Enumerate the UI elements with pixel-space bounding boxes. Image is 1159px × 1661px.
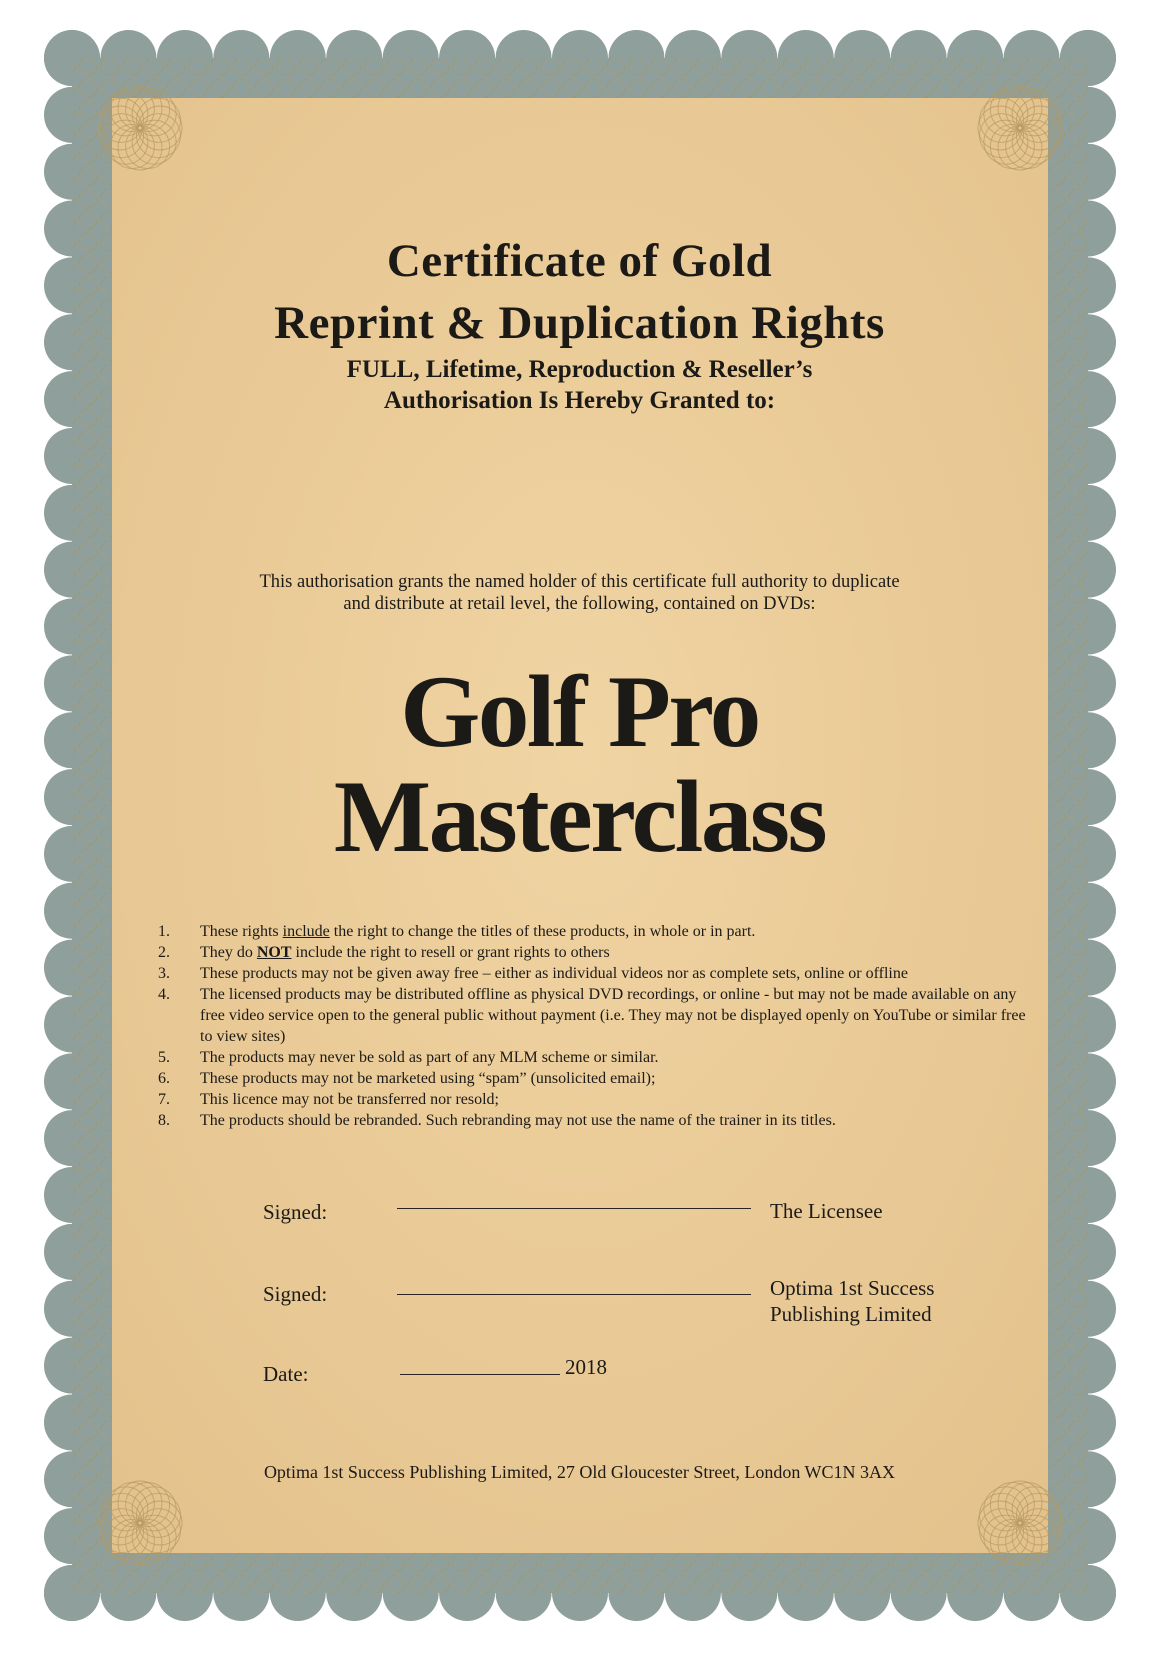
licensee-label: The Licensee (770, 1199, 883, 1223)
certificate-title-line2: Reprint & Duplication Rights (274, 297, 885, 349)
date-line[interactable] (400, 1374, 560, 1375)
term-text: The products may never be sold as part of any MLM scheme or similar. (200, 1049, 659, 1066)
term-item (158, 1110, 1028, 1131)
term-item (158, 1047, 1028, 1068)
term-emphasis: NOT (256, 944, 292, 961)
term-item (158, 963, 1028, 984)
certificate-subtitle-line1: FULL, Lifetime, Reproduction & Reseller’s (346, 356, 813, 383)
intro-line1: This authorisation grants the named holder of this certificate full authority to duplicate (259, 572, 900, 592)
term-item (158, 1089, 1028, 1110)
term-number: 4. (158, 986, 170, 1003)
publisher-signature-line[interactable] (397, 1294, 751, 1295)
publisher-label-line2: Publishing Limited (770, 1302, 932, 1326)
intro-text (0, 571, 1159, 615)
term-text: The licensed products may be distributed offline as physical DVD recordings, or online - but may not be made available on any free video service open to the general public without payment (i.e. They may not be displayed openly on YouTube or similar free to view sites) (200, 986, 1026, 1045)
certificate-title-line1: Certificate of Gold (386, 235, 773, 287)
signed-label-publisher: Signed: (263, 1282, 328, 1306)
term-number: 3. (158, 965, 170, 982)
footer-address: Optima 1st Success Publishing Limited, 27 Old Gloucester Street, London WC1N 3AX (263, 1462, 896, 1482)
term-number: 8. (158, 1112, 170, 1129)
certificate-subtitle-line2: Authorisation Is Hereby Granted to: (383, 387, 776, 414)
term-text: The products should be rebranded. Such rebranding may not use the name of the trainer in its titles. (200, 1112, 836, 1129)
term-text: These products may not be marketed using “spam” (unsolicited email); (200, 1070, 656, 1087)
publisher-label-line1: Optima 1st Success (770, 1276, 935, 1300)
term-number: 2. (158, 944, 170, 961)
product-name-line2: Masterclass (333, 760, 826, 874)
term-number: 1. (158, 923, 170, 940)
term-item (158, 921, 1028, 942)
term-item (158, 942, 1028, 963)
term-text: This licence may not be transferred nor resold; (200, 1091, 499, 1108)
term-item (158, 1068, 1028, 1089)
terms-list (158, 921, 1028, 1131)
licensee-signature-line[interactable] (397, 1208, 751, 1209)
signed-label-licensee: Signed: (263, 1200, 328, 1224)
term-number: 7. (158, 1091, 170, 1108)
term-item (158, 984, 1028, 1047)
product-name-line1: Golf Pro (400, 655, 759, 769)
date-label: Date: (263, 1362, 309, 1386)
date-year: 2018 (565, 1355, 607, 1379)
term-text: These products may not be given away free – either as individual videos nor as complete sets, online or offline (200, 965, 908, 982)
term-emphasis: include (282, 923, 330, 940)
intro-line2: and distribute at retail level, the following, contained on DVDs: (343, 594, 816, 614)
term-number: 6. (158, 1070, 170, 1087)
term-text: They do NOT include the right to resell or grant rights to others (200, 944, 610, 961)
term-text: These rights include the right to change the titles of these products, in whole or in part. (200, 923, 756, 940)
term-number: 5. (158, 1049, 170, 1066)
